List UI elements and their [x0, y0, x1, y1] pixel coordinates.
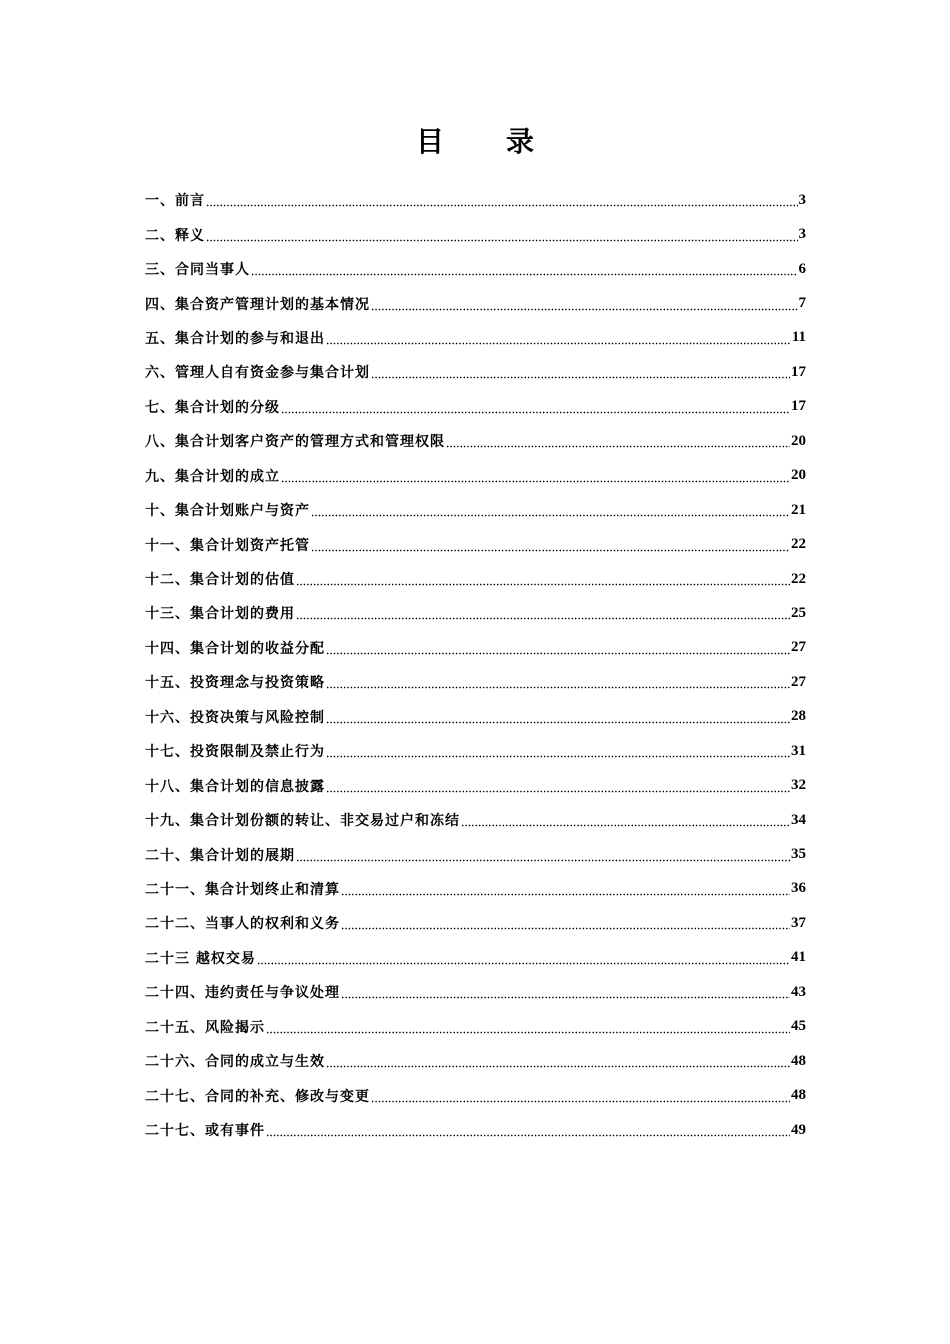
toc-entry[interactable] — [145, 665, 806, 699]
toc-dot-leader — [296, 606, 790, 620]
toc-entry-label: 十九、集合计划份额的转让、非交易过户和冻结 — [145, 813, 460, 830]
toc-entry-label: 十三、集合计划的费用 — [145, 606, 295, 623]
toc-entry-label: 二十七、合同的补充、修改与变更 — [145, 1088, 370, 1105]
toc-entry[interactable] — [145, 768, 806, 802]
toc-entry[interactable] — [145, 837, 806, 871]
toc-entry-label: 十二、集合计划的估值 — [145, 572, 295, 589]
toc-entry-page-number: 36 — [791, 880, 806, 897]
toc-entry[interactable] — [145, 975, 806, 1009]
toc-entry-page-number: 35 — [791, 846, 806, 863]
toc-dot-leader — [371, 297, 798, 311]
toc-entry-label: 二、释义 — [145, 227, 205, 244]
toc-dot-leader — [311, 538, 790, 552]
toc-entry[interactable] — [145, 1010, 806, 1044]
toc-entry-label: 二十一、集合计划终止和清算 — [145, 881, 340, 898]
toc-entry[interactable] — [145, 700, 806, 734]
toc-entry-label: 二十、集合计划的展期 — [145, 847, 295, 864]
toc-entry-page-number: 3 — [798, 226, 806, 243]
toc-title — [0, 122, 950, 162]
toc-entry[interactable] — [145, 734, 806, 768]
toc-entry-label: 十四、集合计划的收益分配 — [145, 640, 325, 657]
toc-entry[interactable] — [145, 1113, 806, 1147]
toc-entry-label: 八、集合计划客户资产的管理方式和管理权限 — [145, 434, 445, 451]
toc-entry[interactable] — [145, 459, 806, 493]
toc-entry-page-number: 21 — [791, 501, 806, 518]
toc-entry[interactable] — [145, 803, 806, 837]
toc-dot-leader — [206, 228, 798, 242]
toc-dot-leader — [326, 1054, 790, 1068]
toc-entry-page-number: 27 — [791, 639, 806, 656]
toc-entry-page-number: 48 — [791, 1052, 806, 1069]
toc-entry[interactable] — [145, 424, 806, 458]
toc-entry-label: 二十四、违约责任与争议处理 — [145, 985, 340, 1002]
toc-entry-page-number: 49 — [791, 1121, 806, 1138]
toc-dot-leader — [281, 469, 790, 483]
toc-entry-page-number: 6 — [798, 260, 806, 277]
toc-dot-leader — [371, 1089, 790, 1103]
toc-entry-label: 二十三 越权交易 — [145, 950, 256, 967]
toc-dot-leader — [326, 331, 791, 345]
toc-dot-leader — [281, 400, 790, 414]
toc-entry-label: 九、集合计划的成立 — [145, 468, 280, 485]
toc-dot-leader — [326, 744, 790, 758]
toc-entry[interactable] — [145, 906, 806, 940]
toc-dot-leader — [326, 675, 790, 689]
toc-entry-page-number: 31 — [791, 742, 806, 759]
toc-title-char-1: 目 — [415, 125, 444, 158]
toc-entry[interactable] — [145, 1044, 806, 1078]
toc-entry-label: 十一、集合计划资产托管 — [145, 537, 310, 554]
toc-dot-leader — [251, 262, 798, 276]
toc-entry[interactable] — [145, 596, 806, 630]
toc-entry-page-number: 28 — [791, 708, 806, 725]
toc-entry[interactable] — [145, 355, 806, 389]
toc-entry-label: 五、集合计划的参与和退出 — [145, 330, 325, 347]
toc-entry[interactable] — [145, 872, 806, 906]
toc-entry-page-number: 48 — [791, 1087, 806, 1104]
toc-entry-page-number: 7 — [798, 295, 806, 312]
toc-entry-page-number: 22 — [791, 536, 806, 553]
toc-entry-page-number: 17 — [791, 398, 806, 415]
toc-entry-page-number: 17 — [791, 363, 806, 380]
toc-entry-page-number: 37 — [791, 914, 806, 931]
toc-entry[interactable] — [145, 941, 806, 975]
toc-entry-label: 六、管理人自有资金参与集合计划 — [145, 365, 370, 382]
toc-entry-page-number: 43 — [791, 983, 806, 1000]
toc-dot-leader — [341, 985, 790, 999]
toc-dot-leader — [296, 572, 790, 586]
toc-entry-label: 二十六、合同的成立与生效 — [145, 1054, 325, 1071]
toc-entry[interactable] — [145, 252, 806, 286]
toc-entry[interactable] — [145, 321, 806, 355]
toc-entry[interactable] — [145, 631, 806, 665]
toc-entry-page-number: 27 — [791, 673, 806, 690]
toc-dot-leader — [341, 916, 790, 930]
toc-dot-leader — [257, 951, 790, 965]
toc-dot-leader — [266, 1123, 790, 1137]
toc-entry[interactable] — [145, 217, 806, 251]
toc-dot-leader — [326, 710, 790, 724]
table-of-contents — [145, 183, 806, 1147]
toc-entry[interactable] — [145, 1078, 806, 1112]
toc-entry-label: 十、集合计划账户与资产 — [145, 503, 310, 520]
toc-entry-page-number: 20 — [791, 432, 806, 449]
toc-dot-leader — [206, 193, 798, 207]
toc-entry-label: 三、合同当事人 — [145, 262, 250, 279]
toc-entry[interactable] — [145, 493, 806, 527]
toc-entry-page-number: 3 — [798, 191, 806, 208]
toc-dot-leader — [326, 779, 790, 793]
toc-entry-page-number: 11 — [791, 329, 806, 346]
toc-dot-leader — [461, 813, 790, 827]
toc-dot-leader — [266, 1020, 790, 1034]
toc-entry[interactable] — [145, 390, 806, 424]
toc-entry[interactable] — [145, 286, 806, 320]
toc-entry-label: 一、前言 — [145, 193, 205, 210]
toc-entry-label: 二十五、风险揭示 — [145, 1019, 265, 1036]
toc-dot-leader — [341, 882, 790, 896]
toc-entry-label: 十七、投资限制及禁止行为 — [145, 744, 325, 761]
toc-entry-label: 二十七、或有事件 — [145, 1123, 265, 1140]
toc-entry[interactable] — [145, 562, 806, 596]
toc-entry-page-number: 32 — [791, 777, 806, 794]
toc-entry-page-number: 25 — [791, 604, 806, 621]
toc-entry-label: 四、集合资产管理计划的基本情况 — [145, 296, 370, 313]
toc-dot-leader — [446, 434, 790, 448]
toc-entry-label: 七、集合计划的分级 — [145, 399, 280, 416]
toc-entry[interactable] — [145, 527, 806, 561]
toc-entry-page-number: 45 — [791, 1018, 806, 1035]
toc-entry-page-number: 34 — [791, 811, 806, 828]
toc-entry-label: 十八、集合计划的信息披露 — [145, 778, 325, 795]
toc-entry[interactable] — [145, 183, 806, 217]
toc-entry-page-number: 41 — [791, 949, 806, 966]
toc-entry-page-number: 22 — [791, 570, 806, 587]
toc-entry-page-number: 20 — [791, 467, 806, 484]
toc-title-char-2: 录 — [506, 125, 535, 158]
toc-dot-leader — [371, 365, 790, 379]
toc-dot-leader — [296, 848, 790, 862]
toc-dot-leader — [311, 503, 790, 517]
toc-entry-label: 二十二、当事人的权利和义务 — [145, 916, 340, 933]
toc-entry-label: 十六、投资决策与风险控制 — [145, 709, 325, 726]
toc-dot-leader — [326, 641, 790, 655]
toc-entry-label: 十五、投资理念与投资策略 — [145, 675, 325, 692]
